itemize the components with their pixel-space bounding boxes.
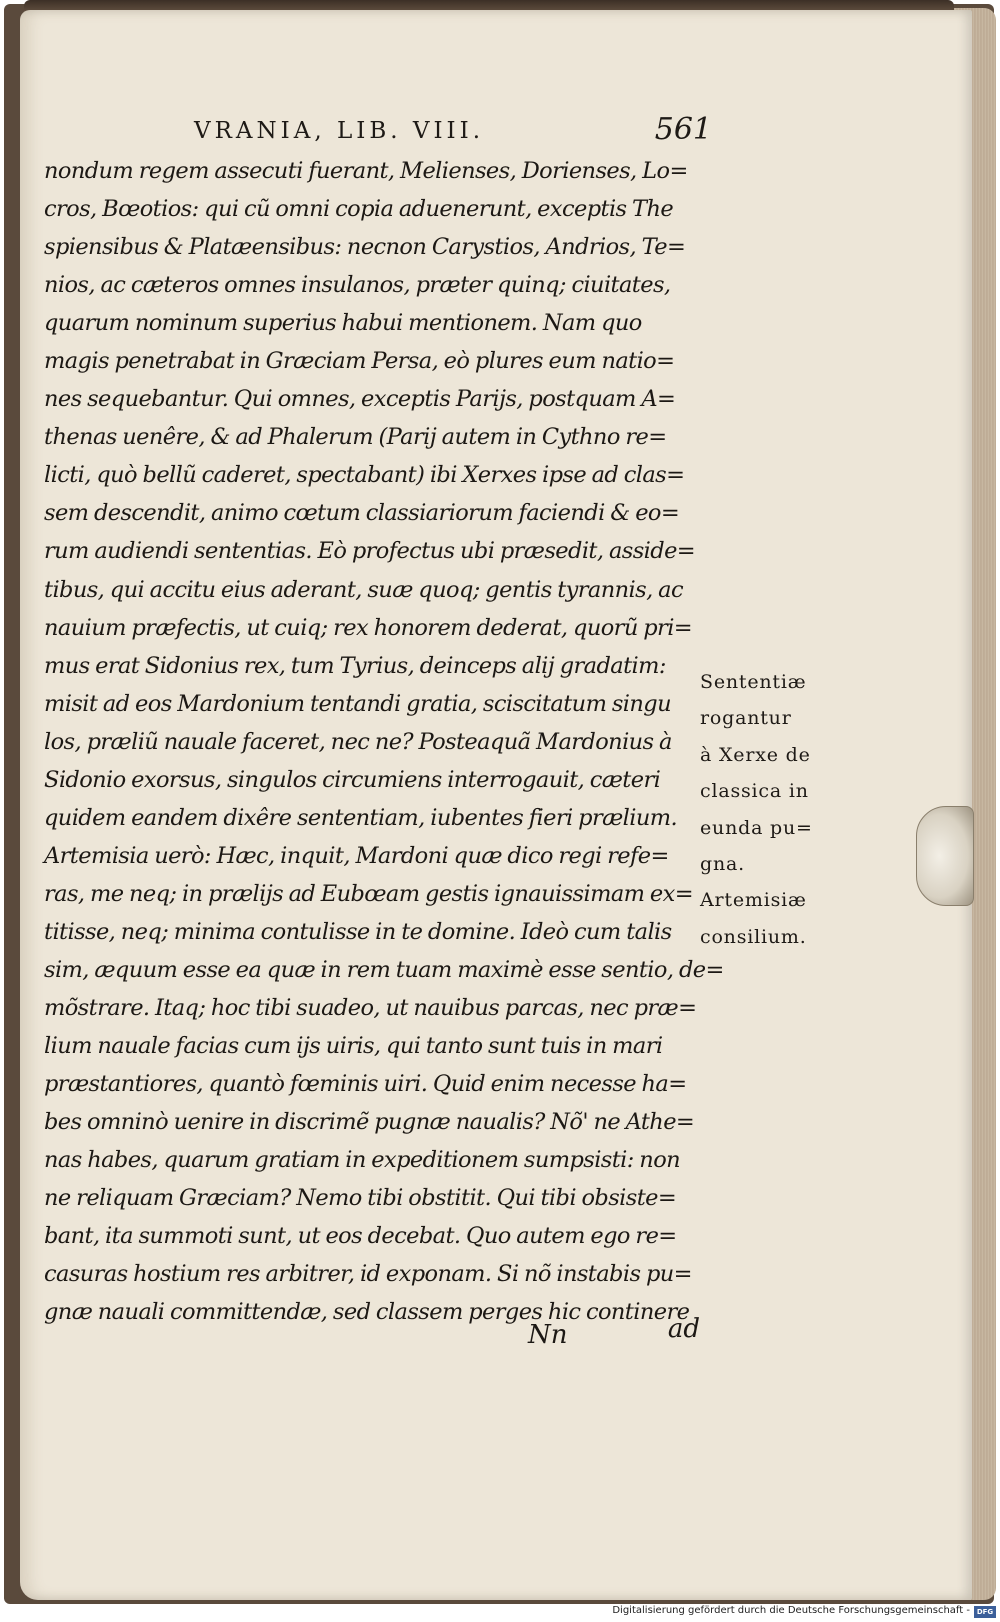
text-line: præstantiores, quantò fœminis uiri. Quid enim necesse ha=: [44, 1071, 687, 1098]
margin-note-line: rogantur: [700, 707, 792, 730]
text-line: ne reliquam Græciam? Nemo tibi obstitit. Qui tibi obsiste=: [44, 1185, 677, 1212]
text-line: ras, me neq; in prælijs ad Eubœam gestis ignauissimam ex=: [44, 880, 693, 907]
page-clip: [916, 806, 974, 906]
text-line: mus erat Sidonius rex, tum Tyrius, deinceps alij gradatim:: [44, 652, 666, 679]
text-line: los, præliũ nauale faceret, nec ne? Posteaquã Mardonius à: [44, 728, 672, 755]
marginal-notes: [700, 664, 860, 955]
margin-note-line: consilium.: [700, 925, 807, 948]
text-line: sem descendit, animo cœtum classiariorum faciendi & eo=: [44, 500, 680, 527]
text-line: lium nauale facias cum ijs uiris, qui tanto sunt tuis in mari: [44, 1033, 663, 1060]
text-line: gnæ nauali committendæ, sed classem perges hic continere: [44, 1299, 690, 1326]
margin-note-line: gna.: [700, 852, 745, 875]
text-line: thenas uenêre, & ad Phalerum (Parij autem in Cythno re=: [44, 424, 667, 451]
dfg-logo: DFG: [974, 1606, 996, 1618]
body-text: [44, 152, 724, 1331]
text-line: misit ad eos Mardonium tentandi gratia, sciscitatum singu: [44, 690, 671, 717]
text-line: licti, quò bellũ caderet, spectabant) ibi Xerxes ipse ad clas=: [44, 462, 685, 489]
signature-mark: Nn: [528, 1320, 568, 1350]
text-line: Sidonio exorsus, singulos circumiens interrogauit, cæteri: [44, 766, 661, 793]
text-line: titisse, neq; minima contulisse in te domine. Ideò cum talis: [44, 918, 672, 945]
text-line: quidem eandem dixêre sententiam, iubentes fieri prælium.: [44, 804, 678, 831]
text-line: quarum nominum superius habui mentionem. Nam quo: [44, 310, 642, 337]
text-line: mõstrare. Itaq; hoc tibi suadeo, ut nauibus parcas, nec præ=: [44, 995, 697, 1022]
text-line: tibus, qui accitu eius aderant, suæ quoq; gentis tyrannis, ac: [44, 576, 683, 603]
page-header: [172, 112, 712, 152]
funding-credit: Digitalisierung gefördert durch die Deutsche Forschungsgemeinschaft -: [612, 1605, 970, 1616]
text-line: nes sequebantur. Qui omnes, exceptis Parijs, postquam A=: [44, 386, 676, 413]
margin-note-line: Artemisiæ: [700, 889, 807, 912]
page-number: 561: [654, 112, 712, 147]
text-line: rum audiendi sententias. Eò profectus ubi præsedit, asside=: [44, 538, 696, 565]
text-line: cros, Bœotios: qui cũ omni copia aduenerunt, exceptis The: [44, 196, 674, 223]
catchword: ad: [667, 1314, 700, 1344]
text-line: nauium præfectis, ut cuiq; rex honorem dederat, quorũ pri=: [44, 614, 693, 641]
catchword-row: [520, 1314, 700, 1354]
margin-note-line: classica in: [700, 780, 809, 803]
margin-note-line: Sententiæ: [700, 671, 807, 693]
margin-note-line: à Xerxe de: [700, 743, 811, 766]
text-line: sim, æquum esse ea quæ in rem tuam maximè esse sentio, de=: [44, 956, 724, 983]
text-line: casuras hostium res arbitrer, id exponam. Si nõ instabis pu=: [44, 1261, 692, 1288]
text-line: nas habes, quarum gratiam in expeditionem sumpsisti: non: [44, 1147, 681, 1174]
text-line: Artemisia uerò: Hæc, inquit, Mardoni quæ dico regi refe=: [44, 842, 669, 869]
text-line: spiensibus & Platæensibus: necnon Carystios, Andrios, Te=: [44, 234, 686, 261]
running-title: VRANIA, LIB. VIII.: [194, 118, 485, 144]
digitization-footer: [0, 1604, 1000, 1622]
margin-note-line: eunda pu=: [700, 816, 813, 839]
text-line: bes omninò uenire in discrimẽ pugnæ naualis? Nõ' ne Athe=: [44, 1109, 695, 1136]
text-line: nondum regem assecuti fuerant, Melienses, Dorienses, Lo=: [44, 158, 688, 184]
text-line: nios, ac cæteros omnes insulanos, præter quinq; ciuitates,: [44, 272, 671, 299]
text-line: bant, ita summoti sunt, ut eos decebat. Quo autem ego re=: [44, 1223, 677, 1250]
text-line: magis penetrabat in Græciam Persa, eò plures eum natio=: [44, 348, 675, 375]
